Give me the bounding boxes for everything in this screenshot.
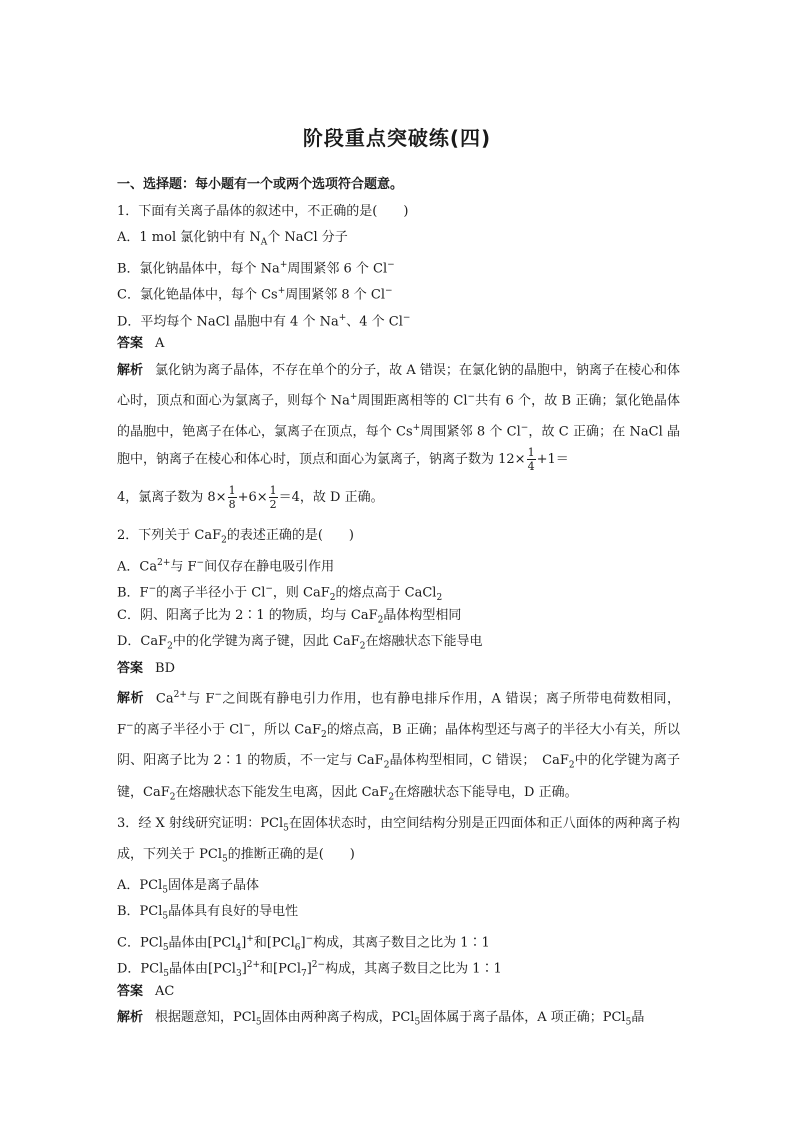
q2-option-d: D．CaF$_2$中的化学键为离子键，因此 CaF$_2$在熔融状态下能导电 xyxy=(117,634,483,652)
q2-option-a: A．$Ca^{2+}$与 F−间仅存在静电吸引作用 xyxy=(117,557,335,574)
q3-stem: 3．经 X 射线研究证明：PCl$_5$在固体状态时，由空间结构分别是正四面体和正八面体的两种离子构成，下列关于 PCl$_5$的推断正确的是( ) xyxy=(117,815,680,865)
q3-answer: 答案 AC xyxy=(117,983,175,999)
q1-analysis: 解析 氯化钠为离子晶体，不存在单个的分子，故 A 错误；在氯化钠的晶胞中，钠离子在棱心和体心时，顶点和面心为氯离子，则每个 Na+周围距离相等的 Cl−共有 6 个，故 B 正确；氯化铯晶体的晶胞中，铯离子在体心，氯离子在顶点，每个 Cs+周围紧邻 8 个 Cl−，故 C 正确；在 NaCl 晶胞中，钠离子在棱心和体心时，顶点和面心为氯离子，钠离子数为 12× $\frac{1}{4}$ +1＝ xyxy=(117,362,680,473)
q2-option-b: B．F−的离子半径小于 Cl−，则 CaF$_2$的熔点高于 CaCl$_2$ xyxy=(117,584,443,603)
q2-analysis: 解析 $Ca^{2+}$与 F−之间既有静电引力作用，也有静电排斥作用，A 错误；离子所带电荷数相同，F−的离子半径小于 Cl−，所以 CaF$_2$的熔点高，B 正确；晶体构型还与离子的半径大小有关，所以阴、阳离子比为 2∶1 的物质，不一定与 CaF$_2$晶体构型相同，C 错误； CaF$_2$中的化学键为离子键，CaF$_2$在熔融状态下能发生电离，因此 CaF$_2$在熔融状态下能导电，D 正确。 xyxy=(117,690,680,803)
q3-option-d: D．PCl$_5$晶体由$[PCl_3]^{2+}$和$[PCl_7]^{2-}$构成，其离子数目之比为 1∶1 xyxy=(117,960,502,979)
q2-option-c: C．阴、阳离子比为 2∶1 的物质，均与 CaF$_2$晶体构型相同 xyxy=(117,607,462,626)
q1-option-a: A．1 mol 氯化钠中有 $N_A$个 NaCl 分子 xyxy=(117,230,348,248)
q2-stem: 2．下列关于 CaF$_2$的表述正确的是( ) xyxy=(117,528,355,546)
q1-option-d: D．平均每个 NaCl 晶胞中有 4 个 Na+、4 个 Cl− xyxy=(117,312,411,329)
q1-analysis-end: 4，氯离子数为 8× $\frac{1}{8}$ +6× $\frac{1}{2}$ ＝4，故 D 正确。 xyxy=(117,484,384,512)
section-heading: 一、选择题：每小题有一个或两个选项符合题意。 xyxy=(117,177,404,192)
q3-option-c: C．PCl$_5$晶体由[PCl$_4$]+和[PCl$_6$]−构成，其离子数目之比为 1∶1 xyxy=(117,933,490,953)
q1-stem: 1．下面有关离子晶体的叙述中，不正确的是( ) xyxy=(117,203,409,219)
q3-analysis: 解析 根据题意知，PCl$_5$固体由两种离子构成，PCl$_5$固体属于离子晶体，A 项正确；PCl$_5$晶 xyxy=(117,1010,645,1028)
page-title: 阶段重点突破练(四) xyxy=(302,126,492,150)
q3-option-b: B．PCl$_5$晶体具有良好的导电性 xyxy=(117,904,299,922)
document-body xyxy=(117,172,680,1032)
fraction-one-quarter: $\frac{1}{4}$ xyxy=(527,445,535,473)
q1-option-c: C．氯化铯晶体中，每个 Cs+周围紧邻 8 个 Cl− xyxy=(117,286,393,303)
q3-option-a: A．PCl$_5$固体是离子晶体 xyxy=(117,877,259,896)
q1-option-b: B．氯化钠晶体中，每个 Na+周围紧邻 6 个 Cl− xyxy=(117,259,395,276)
fraction-one-eighth: $\frac{1}{8}$ xyxy=(228,484,236,512)
q1-answer: 答案 A xyxy=(117,336,165,351)
fraction-one-half: $\frac{1}{2}$ xyxy=(269,484,277,512)
q2-answer: 答案 BD xyxy=(117,660,175,676)
